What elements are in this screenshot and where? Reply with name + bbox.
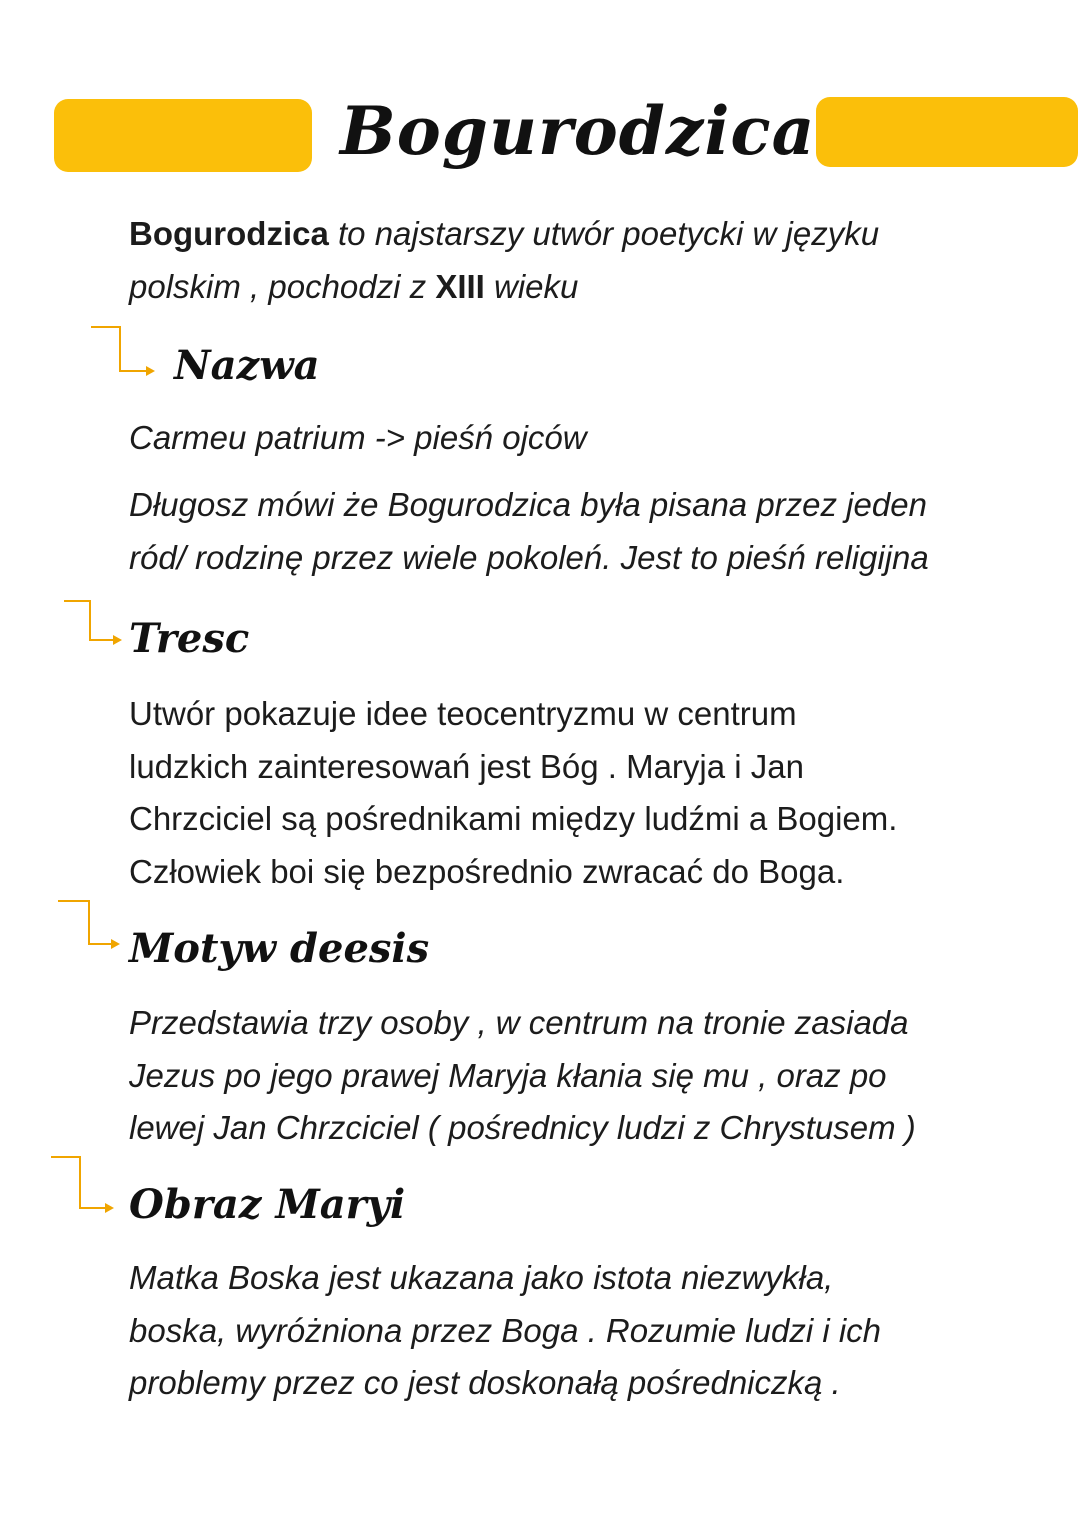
title-bar-right — [816, 97, 1078, 167]
tresc-line-2: ludzkich zainteresowań jest Bóg . Maryja i Jan — [129, 748, 804, 785]
arrow-icon-deesis — [57, 898, 127, 953]
maryi-line-2: boska, wyróżniona przez Boga . Rozumie ludzi i ich — [129, 1312, 882, 1349]
deesis-line-3: lewej Jan Chrzciciel ( pośrednicy ludzi z Chrystusem ) — [129, 1109, 916, 1146]
heading-nazwa: Nazwa — [174, 342, 320, 389]
page-title: Bogurodzica — [340, 92, 816, 170]
nazwa-line-3: ród/ rodzinę przez wiele pokoleń. Jest to pieśń religijna — [129, 539, 929, 576]
heading-motyw-deesis: Motyw deesis — [129, 925, 430, 972]
arrow-icon-nazwa — [90, 324, 160, 379]
intro-bold-title: Bogurodzica — [129, 215, 329, 252]
arrow-icon-tresc — [63, 598, 128, 653]
intro-text-3: wieku — [484, 268, 579, 305]
heading-tresc: Tresc — [129, 615, 250, 662]
maryi-line-3: problemy przez co jest doskonałą pośredniczką . — [129, 1364, 841, 1401]
nazwa-line-2: Długosz mówi że Bogurodzica była pisana przez jeden — [129, 486, 927, 523]
tresc-line-3: Chrzciciel są pośrednikami między ludźmi a Bogiem. — [129, 800, 898, 837]
deesis-line-1: Przedstawia trzy osoby , w centrum na tronie zasiada — [129, 1004, 909, 1041]
heading-obraz-maryi: Obraz Maryi — [129, 1181, 406, 1228]
maryi-line-1: Matka Boska jest ukazana jako istota niezwykła, — [129, 1259, 834, 1296]
intro-line-2 — [129, 261, 578, 313]
tresc-line-1: Utwór pokazuje idee teocentryzmu w centrum — [129, 695, 797, 732]
title-bar-left — [54, 99, 312, 172]
intro-text-2: polskim , pochodzi z — [129, 268, 436, 305]
intro-line-1 — [129, 208, 879, 260]
tresc-line-4: Człowiek boi się bezpośrednio zwracać do Boga. — [129, 853, 845, 890]
nazwa-line-1: Carmeu patrium -> pieśń ojców — [129, 419, 587, 456]
deesis-line-2: Jezus po jego prawej Maryja kłania się mu , oraz po — [129, 1057, 887, 1094]
intro-century: XIII — [435, 268, 485, 305]
arrow-icon-obraz-maryi — [50, 1154, 125, 1216]
intro-text-1: to najstarszy utwór poetycki w języku — [328, 215, 880, 252]
